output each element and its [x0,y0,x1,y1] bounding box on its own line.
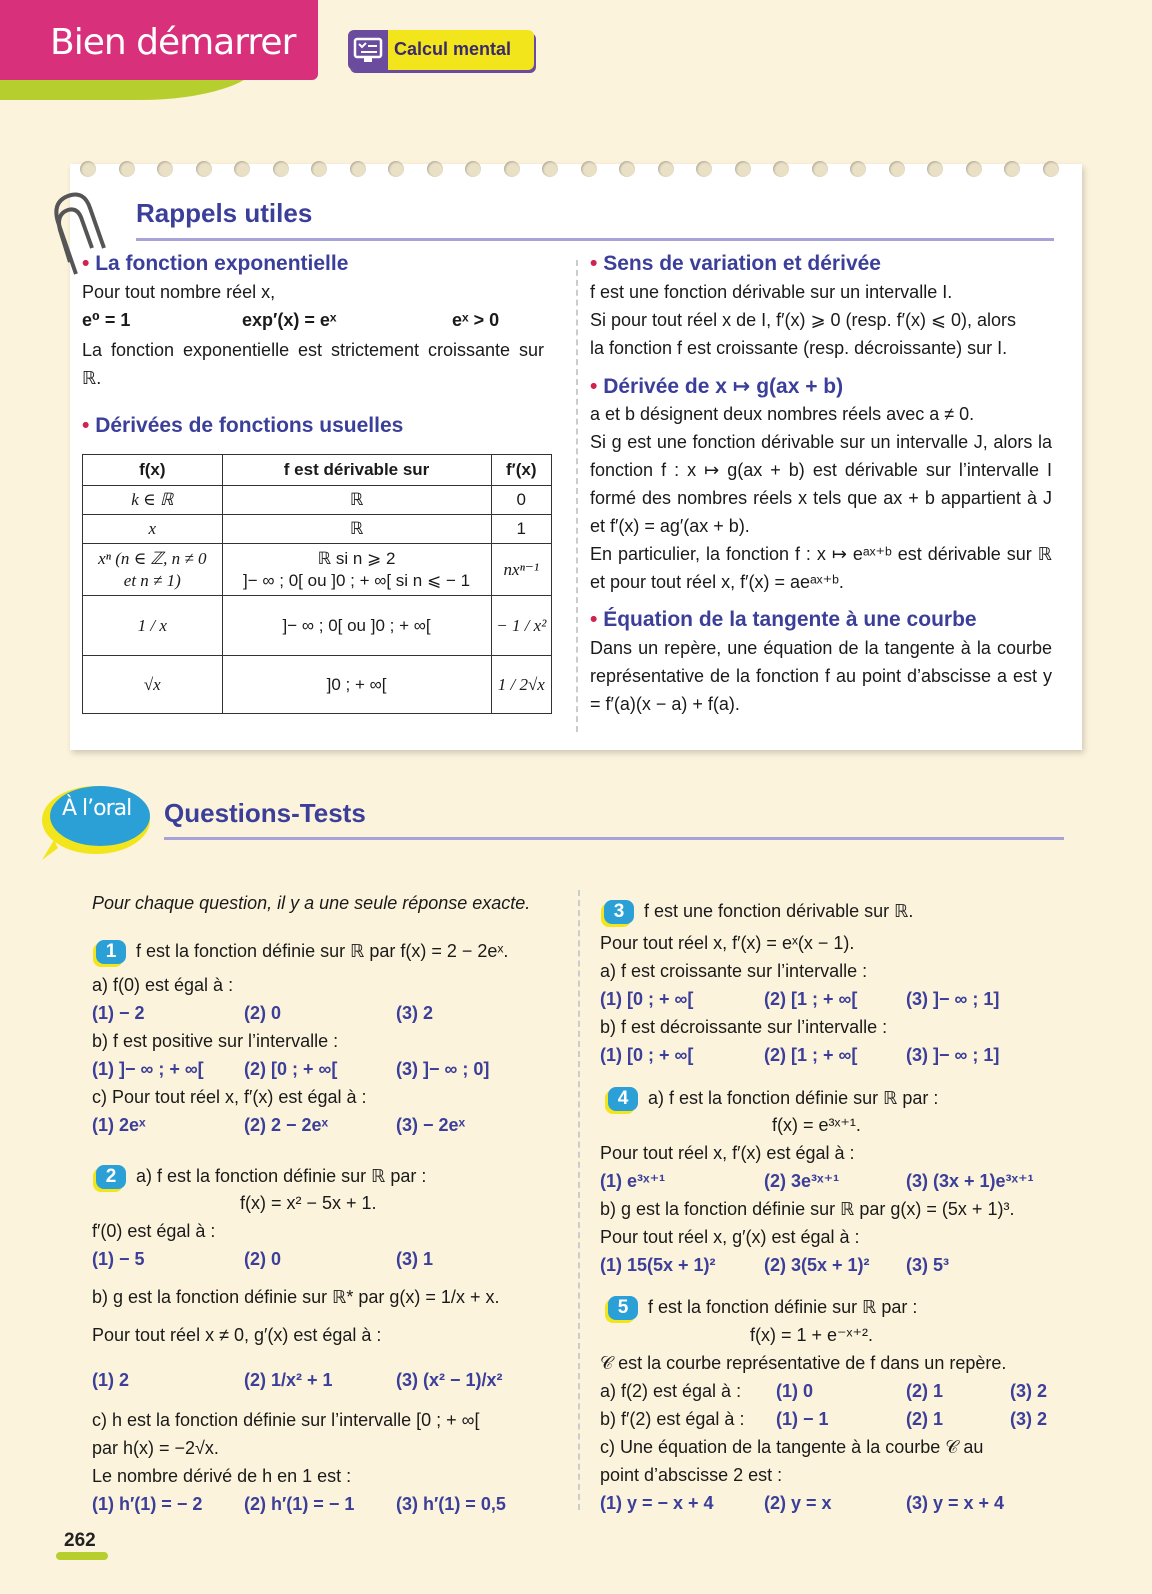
answer-option[interactable]: (2) y = x [764,1493,832,1513]
table-cell: 1 / x [83,596,223,656]
answer-option[interactable]: (3) (x² − 1)/x² [396,1370,503,1390]
question-3: 3 f est une fonction dérivable sur ℝ. [604,900,913,924]
table-header: f(x) [83,455,223,486]
q4-a-equation: f(x) = e³ˣ⁺¹. [772,1115,861,1135]
deriv-heading: • Dérivées de fonctions usuelles [82,414,404,437]
binder-hole [619,161,635,177]
q2-c-line2: par h(x) = −2√x. [92,1438,219,1458]
exp-intro: Pour tout nombre réel x, [82,282,276,302]
q2-a-question: f′(0) est égal à : [92,1221,216,1241]
answer-option[interactable]: (2) 3e³ˣ⁺¹ [764,1171,840,1191]
q1-b: b) f est positive sur l’intervalle : [92,1031,339,1051]
exp-formula-2: exp′(x) = eˣ [242,310,337,330]
q3-stem-2: Pour tout réel x, f′(x) = eˣ(x − 1). [600,933,855,953]
question-number: 2 [96,1165,126,1189]
exp-text: La fonction exponentielle est strictement croissante sur ℝ. [82,340,544,388]
q5-c: c) Une équation de la tangente à la courbe 𝒞 au [600,1437,984,1457]
binder-hole [696,161,712,177]
questions-divider [578,890,581,1510]
answer-option[interactable]: (1) y = − x + 4 [600,1493,714,1513]
binder-hole [1004,161,1020,177]
comp-line-2: Si g est une fonction dérivable sur un intervalle J, alors la fonction f : x ↦ g(ax + b) est dérivable sur l’intervalle I formé des nombres réels x tels que ax + b appartient à J et f′(x) = ag′(ax + b). [590,432,1052,536]
binder-hole [388,161,404,177]
binder-hole [850,161,866,177]
q3-a: a) f est croissante sur l’intervalle : [600,961,868,981]
answer-option[interactable]: (1) [0 ; + ∞[ [600,1045,694,1065]
title-rule [136,238,1054,241]
answer-option[interactable]: (3) y = x + 4 [906,1493,1005,1513]
exp-formula-3: eˣ > 0 [452,310,500,330]
binder-hole [311,161,327,177]
answer-option[interactable]: (3) ]− ∞ ; 1] [906,989,1000,1009]
answer-option[interactable]: (3) 2 [1010,1409,1048,1429]
answer-option[interactable]: (1) e³ˣ⁺¹ [600,1171,666,1191]
table-cell: ]0 ; + ∞[ [222,656,491,714]
questions-intro: Pour chaque question, il y a une seule réponse exacte. [92,893,531,913]
table-cell: − 1 / x² [491,596,551,656]
answer-option[interactable]: (2) [1 ; + ∞[ [764,1045,858,1065]
binder-hole [80,161,96,177]
binder-hole [465,161,481,177]
table-row [83,656,552,714]
answer-option[interactable]: (2) 1 [906,1381,944,1401]
answer-option[interactable]: (3) − 2eˣ [396,1115,466,1135]
answer-option[interactable]: (2) h′(1) = − 1 [244,1494,355,1514]
table-row [83,544,552,596]
q5-equation: f(x) = 1 + e⁻ˣ⁺². [750,1325,873,1345]
answer-option[interactable]: (3) 2 [396,1003,434,1023]
tan-text: Dans un repère, une équation de la tangente à la courbe représentative de la fonction f au point d’abscisse a est y = f′(a)(x − a) + f(a). [590,638,1052,714]
q4-b: b) g est la fonction définie sur ℝ par g(x) = (5x + 1)³. [600,1199,1015,1219]
q5-c-line2: point d’abscisse 2 est : [600,1465,783,1485]
table-row [83,596,552,656]
sens-heading: • Sens de variation et dérivée [590,252,881,275]
binder-holes [70,161,1082,181]
sens-line-2: Si pour tout réel x de I, f′(x) ⩾ 0 (resp. f′(x) ⩽ 0), alors [590,310,1017,330]
column-divider [576,260,579,732]
screen-icon [348,30,388,70]
question-4: 4 a) f est la fonction définie sur ℝ par : [608,1087,938,1111]
binder-hole [812,161,828,177]
q3-b: b) f est décroissante sur l’intervalle : [600,1017,888,1037]
comp-heading: • Dérivée de x ↦ g(ax + b) [590,375,844,398]
question-2: 2 a) f est la fonction définie sur ℝ par : [96,1165,426,1189]
q2-b: b) g est la fonction définie sur ℝ* par g(x) = 1/x + x. [92,1287,500,1307]
q2-b-question: Pour tout réel x ≠ 0, g′(x) est égal à : [92,1325,382,1345]
derivatives-table [82,454,552,714]
answer-option[interactable]: (3) 1 [396,1249,434,1269]
answer-option[interactable]: (1) − 5 [92,1249,145,1269]
answer-option[interactable]: (3) 5³ [906,1255,950,1275]
table-row [83,515,552,544]
table-cell: 1 [491,515,551,544]
answer-option[interactable]: (2) [1 ; + ∞[ [764,989,858,1009]
calcul-mental-label: Calcul mental [394,39,512,59]
q2-c-question: Le nombre dérivé de h en 1 est : [92,1466,352,1486]
answer-option[interactable]: (2) 0 [244,1003,282,1023]
questions-title: Questions-Tests [164,798,366,828]
rappels-card [70,164,1082,750]
q2-c: c) h est la fonction définie sur l’intervalle [0 ; + ∞[ [92,1410,480,1430]
table-cell: ℝ [222,486,491,515]
answer-option[interactable]: (3) 2 [1010,1381,1048,1401]
answer-option[interactable]: (1) − 2 [92,1003,145,1023]
binder-hole [1043,161,1059,177]
answer-option[interactable]: (2) 0 [244,1249,282,1269]
answer-option[interactable]: (2) 3(5x + 1)² [764,1255,870,1275]
question-5: 5 f est la fonction définie sur ℝ par : [608,1296,917,1320]
answer-option[interactable]: (3) (3x + 1)e³ˣ⁺¹ [906,1171,1034,1191]
table-cell: x [83,515,223,544]
comp-line-3: En particulier, la fonction f : x ↦ eᵃˣ⁺ᵇ est dérivable sur ℝ et pour tout réel x, f′(x) = aeᵃˣ⁺ᵇ. [590,544,1052,592]
table-cell: √x [83,656,223,714]
q4-b-question: Pour tout réel x, g′(x) est égal à : [600,1227,860,1247]
answer-option[interactable]: (1) 0 [776,1381,814,1401]
q1-c: c) Pour tout réel x, f′(x) est égal à : [92,1087,367,1107]
rappels-title: Rappels utiles [136,198,313,228]
table-row [83,486,552,515]
question-number: 1 [96,940,126,964]
binder-hole [966,161,982,177]
binder-hole [119,161,135,177]
table-cell: ℝ si n ⩾ 2 ]− ∞ ; 0[ ou ]0 ; + ∞[ si n ⩽ − 1 [222,544,491,596]
binder-hole [927,161,943,177]
q2-a-equation: f(x) = x² − 5x + 1. [240,1193,377,1213]
answer-option[interactable]: (1) ]− ∞ ; + ∞[ [92,1059,204,1079]
question-1: 1 f est la fonction définie sur ℝ par f(x) = 2 − 2eˣ. [96,940,508,964]
answer-option[interactable]: (2) [0 ; + ∞[ [244,1059,338,1079]
page-number-underline [56,1552,108,1560]
binder-hole [773,161,789,177]
answer-option[interactable]: (1) h′(1) = − 2 [92,1494,203,1514]
binder-hole [581,161,597,177]
answer-option[interactable]: (1) [0 ; + ∞[ [600,989,694,1009]
page-title: Bien démarrer [50,22,296,63]
binder-hole [427,161,443,177]
table-cell: 1 / 2√x [491,656,551,714]
answer-option[interactable]: (1) 2 [92,1370,130,1390]
binder-hole [234,161,250,177]
table-cell: xⁿ (n ∈ ℤ, n ≠ 0 et n ≠ 1) [83,544,223,596]
q1-a: a) f(0) est égal à : [92,975,234,995]
answer-option[interactable]: (3) ]− ∞ ; 1] [906,1045,1000,1065]
table-cell: nxⁿ⁻¹ [491,544,551,596]
comp-line-1: a et b désignent deux nombres réels avec a ≠ 0. [590,404,975,424]
binder-hole [658,161,674,177]
answer-option[interactable]: (2) 1/x² + 1 [244,1370,333,1390]
q5-b: b) f′(2) est égal à : [600,1409,745,1429]
sens-line-3: la fonction f est croissante (resp. décroissante) sur I. [590,338,1008,358]
table-cell: k ∈ ℝ [83,486,223,515]
calcul-mental-button[interactable] [348,30,534,70]
tan-heading: • Équation de la tangente à une courbe [590,608,977,631]
answer-option[interactable]: (1) 15(5x + 1)² [600,1255,716,1275]
page-number: 262 [64,1530,96,1551]
table-cell: 0 [491,486,551,515]
binder-hole [350,161,366,177]
exp-heading: • La fonction exponentielle [82,252,349,275]
question-number: 5 [608,1296,638,1320]
answer-option[interactable]: (1) − 1 [776,1409,829,1429]
binder-hole [273,161,289,177]
table-header: f est dérivable sur [222,455,491,486]
binder-hole [504,161,520,177]
table-cell: ℝ [222,515,491,544]
q5-curve: 𝒞 est la courbe représentative de f dans un repère. [600,1353,1007,1373]
binder-hole [889,161,905,177]
questions-rule [164,837,1064,840]
binder-hole [542,161,558,177]
table-cell: ]− ∞ ; 0[ ou ]0 ; + ∞[ [222,596,491,656]
binder-hole [196,161,212,177]
q4-a-question: Pour tout réel x, f′(x) est égal à : [600,1143,855,1163]
table-header: f′(x) [491,455,551,486]
sens-line-1: f est une fonction dérivable sur un intervalle I. [590,282,953,302]
oral-badge-label: À l’oral [62,796,132,821]
answer-option[interactable]: (1) 2eˣ [92,1115,146,1135]
answer-option[interactable]: (2) 2 − 2eˣ [244,1115,329,1135]
answer-option[interactable]: (3) ]− ∞ ; 0] [396,1059,490,1079]
answer-option[interactable]: (3) h′(1) = 0,5 [396,1494,506,1514]
exp-formula-1: e⁰ = 1 [82,310,131,330]
question-number: 3 [604,900,634,924]
table-header-row [83,455,552,486]
answer-option[interactable]: (2) 1 [906,1409,944,1429]
binder-hole [735,161,751,177]
q5-a: a) f(2) est égal à : [600,1381,742,1401]
binder-hole [157,161,173,177]
question-number: 4 [608,1087,638,1111]
